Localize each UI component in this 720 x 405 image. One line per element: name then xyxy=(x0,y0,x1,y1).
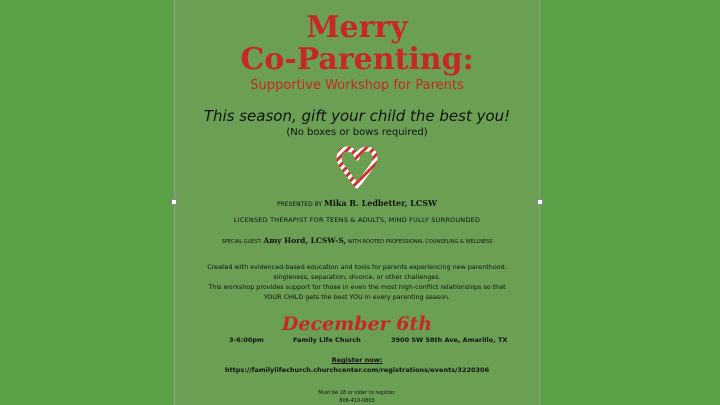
subtitle: Supportive Workshop for Parents xyxy=(250,78,464,93)
candy-cane-heart-icon xyxy=(334,144,380,190)
event-date: December 6th xyxy=(281,313,433,335)
tagline: This season, gift your child the best you! xyxy=(203,107,511,125)
resize-handle-right[interactable] xyxy=(537,199,543,205)
description xyxy=(205,262,509,302)
flyer-page xyxy=(174,0,540,405)
special-guest xyxy=(175,236,539,245)
guest-affiliation: WITH ROOTED PROFESSIONAL COUNSELING & WELLNESS xyxy=(347,239,493,245)
guest-label: SPECIAL GUEST: xyxy=(221,239,262,245)
register-label: Register now: xyxy=(331,356,383,364)
description-2: This workshop provides support for those in even the most high-conflict relationships so that YOUR CHILD gets the best YOU in every parenting season. xyxy=(208,283,506,301)
title-line-2: Co-Parenting: xyxy=(240,42,474,77)
guest-name: Amy Hord, LCSW-S, xyxy=(263,236,347,245)
event-venue: Family Life Church xyxy=(293,336,361,344)
presented-by xyxy=(175,198,539,208)
event-time: 3-6:00pm xyxy=(229,336,264,344)
age-note: Must be 18 or older to register. xyxy=(318,390,396,396)
tagline-note: (No boxes or bows required) xyxy=(286,127,428,138)
description-1: Created with evidenced-based education and tools for parents experiencing new parenthood, singleness, separation, divorce, or other challenges. xyxy=(207,263,507,281)
presenter-name: Mika R. Ledbetter, LCSW xyxy=(323,198,438,208)
presented-by-label: PRESENTED BY xyxy=(276,201,323,208)
resize-handle-left[interactable] xyxy=(171,199,177,205)
presenter-credentials: LICENSED THERAPIST FOR TEENS & ADULTS, MIND FULLY SURROUNDED xyxy=(233,216,481,224)
event-address: 3900 SW 58th Ave, Amarillo, TX xyxy=(391,336,508,344)
register-link[interactable]: https://familylifechurch.churchcenter.com/registrations/events/3220306 xyxy=(224,366,490,374)
title-line-1: Merry xyxy=(306,10,408,45)
phone-number: 806-410-0803 xyxy=(339,398,375,404)
